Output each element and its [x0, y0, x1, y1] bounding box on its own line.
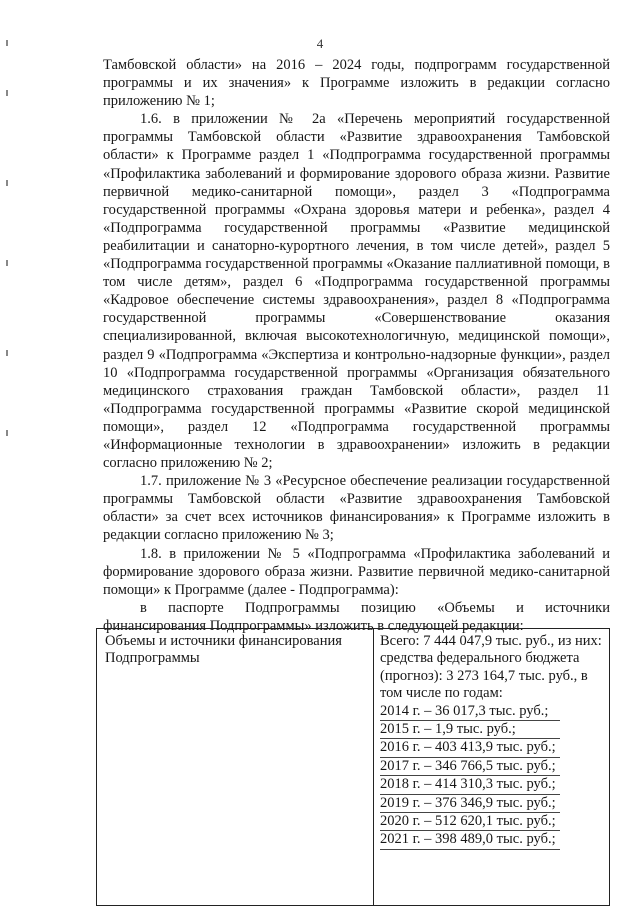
financing-year: 2017 г. – 346 766,5 тыс. руб.;	[380, 758, 560, 776]
financing-year: 2016 г. – 403 413,9 тыс. руб.;	[380, 739, 560, 757]
financing-year: 2020 г. – 512 620,1 тыс. руб.;	[380, 813, 560, 831]
financing-table	[96, 628, 610, 906]
paragraph-1: Тамбовской области» на 2016 – 2024 годы, подпрограмм государственной программы и их значения» к Программе изложить в редакции согласно приложению № 1;	[103, 57, 610, 110]
paragraph-1-6: 1.6. в приложении № 2а «Перечень мероприятий государственной программы Тамбовской области «Развитие здравоохранения Тамбовской области» к Программе раздел 1 «Подпрограмма государственной программы «Профилактика заболеваний и формирование здорового образа жизни. Развитие первичной медико-санитарной помощи», раздел 3 «Подпрограмма государственной программы «Охрана здоровья матери и ребенка», раздел 4 «Подпрограмма государственной программы «Развитие медицинской реабилитации и санаторно-курортного лечения, в том числе детей», раздел 5 «Подпрограмма государственной программы «Оказание паллиативной помощи, в том числе детям», раздел 6 «Подпрограмма государственной программы «Кадровое обеспечение системы здравоохранения», раздел 8 «Подпрограмма государственной программы «Совершенствование оказания специализированной, включая высокотехнологичную, медицинской помощи», раздел 9 «Подпрограмма «Экспертиза и контрольно-надзорные функции», раздел 10 «Подпрограмма государственной программы «Организация обязательного медицинского страхования граждан Тамбовской области», раздел 11 «Подпрограмма государственной программы «Развитие скорой медицинской помощи», раздел 12 «Подпрограмма государственной программы «Информационные технологии в здравоохранении» изложить в редакции согласно приложению № 2;	[103, 111, 610, 472]
paragraph-1-8: 1.8. в приложении № 5 «Подпрограмма «Профилактика заболеваний и формирование здорового образа жизни. Развитие первичной медико-санитарной помощи» к Программе (далее - Подпрограмма):	[103, 545, 610, 598]
paragraph-1-7: 1.7. приложение № 3 «Ресурсное обеспечение реализации государственной программы Тамбовской области «Развитие здравоохранения Тамбовской области» за счет всех источников финансирования» к Программе изложить в редакции согласно приложению № 3;	[103, 473, 610, 544]
financing-year: 2015 г. – 1,9 тыс. руб.;	[380, 721, 560, 739]
financing-total: Всего: 7 444 047,9 тыс. руб., из них:	[380, 633, 602, 649]
paragraph-passport: в паспорте Подпрограммы позицию «Объемы и источники финансирования Подпрограммы» изложить в следующей редакции:	[103, 599, 610, 634]
document-body	[103, 56, 610, 635]
financing-year: 2018 г. – 414 310,3 тыс. руб.;	[380, 776, 560, 794]
table-row	[97, 629, 610, 906]
financing-label-cell: Объемы и источники финансирования Подпрограммы	[97, 629, 374, 906]
financing-values-cell	[374, 629, 610, 906]
financing-year: 2019 г. – 376 346,9 тыс. руб.;	[380, 795, 560, 813]
financing-federal: средства федерального бюджета (прогноз): 3 273 164,7 тыс. руб., в том числе по годам:	[380, 650, 588, 702]
financing-year: 2014 г. – 36 017,3 тыс. руб.;	[380, 703, 560, 721]
financing-year: 2021 г. – 398 489,0 тыс. руб.;	[380, 831, 560, 849]
margin-marks	[6, 30, 12, 450]
page-number: 4	[316, 36, 324, 51]
